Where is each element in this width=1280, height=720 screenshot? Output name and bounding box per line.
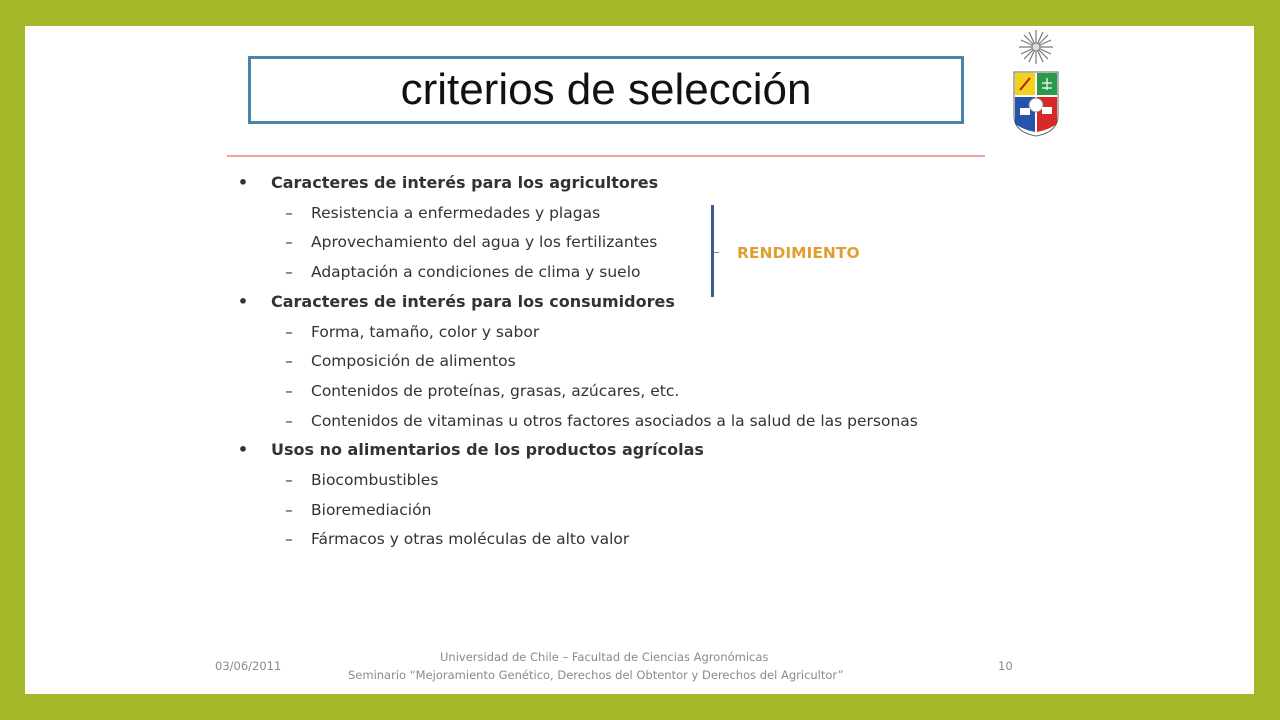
outline-text: Fármacos y otras moléculas de alto valor xyxy=(311,530,630,549)
dash-icon: – xyxy=(285,322,293,341)
dash-icon: – xyxy=(285,352,293,371)
outline-text: Bioremediación xyxy=(311,500,432,519)
title-box xyxy=(248,56,964,124)
dash-icon: – xyxy=(285,381,293,400)
outline-text: Aprovechamiento del agua y los fertilizantes xyxy=(311,233,658,252)
outline-text: Resistencia a enfermedades y plagas xyxy=(311,203,601,222)
bracket-tick xyxy=(714,252,719,253)
outline-text: Contenidos de proteínas, grasas, azúcares, etc. xyxy=(311,381,680,400)
bracket-label: RENDIMIENTO xyxy=(737,244,860,262)
footer-date: 03/06/2011 xyxy=(215,659,282,673)
bullet-icon: • xyxy=(237,291,249,311)
page-number: 10 xyxy=(998,659,1013,673)
dash-icon: – xyxy=(285,500,293,519)
dash-icon: – xyxy=(285,263,293,282)
outline-text: Usos no alimentarios de los productos agrícolas xyxy=(271,440,704,460)
outline-text: Biocombustibles xyxy=(311,471,439,489)
bullet-icon: • xyxy=(237,440,249,460)
outline-text: Caracteres de interés para los consumidores xyxy=(271,291,675,311)
slide-title: criterios de selección xyxy=(400,65,812,114)
footer-institution: Universidad de Chile – Facultad de Ciencias Agronómicas xyxy=(440,650,769,664)
university-crest-icon xyxy=(1008,28,1064,138)
outline-text: Adaptación a condiciones de clima y suelo xyxy=(311,263,641,282)
dash-icon: – xyxy=(285,203,293,222)
bullet-icon: • xyxy=(237,173,249,192)
outline-text: Forma, tamaño, color y sabor xyxy=(311,322,540,341)
footer-seminar: Seminario “Mejoramiento Genético, Derechos del Obtentor y Derechos del Agricultor” xyxy=(348,668,844,682)
dash-icon: – xyxy=(285,471,293,489)
dash-icon: – xyxy=(285,530,293,549)
bracket-line xyxy=(711,205,714,297)
dash-icon: – xyxy=(285,233,293,252)
outline-text: Composición de alimentos xyxy=(311,352,516,371)
divider-line xyxy=(227,155,985,157)
outline-text: Contenidos de vitaminas u otros factores asociados a la salud de las personas xyxy=(311,411,918,430)
dash-icon: – xyxy=(285,411,293,430)
outline-text: Caracteres de interés para los agricultores xyxy=(271,173,659,192)
